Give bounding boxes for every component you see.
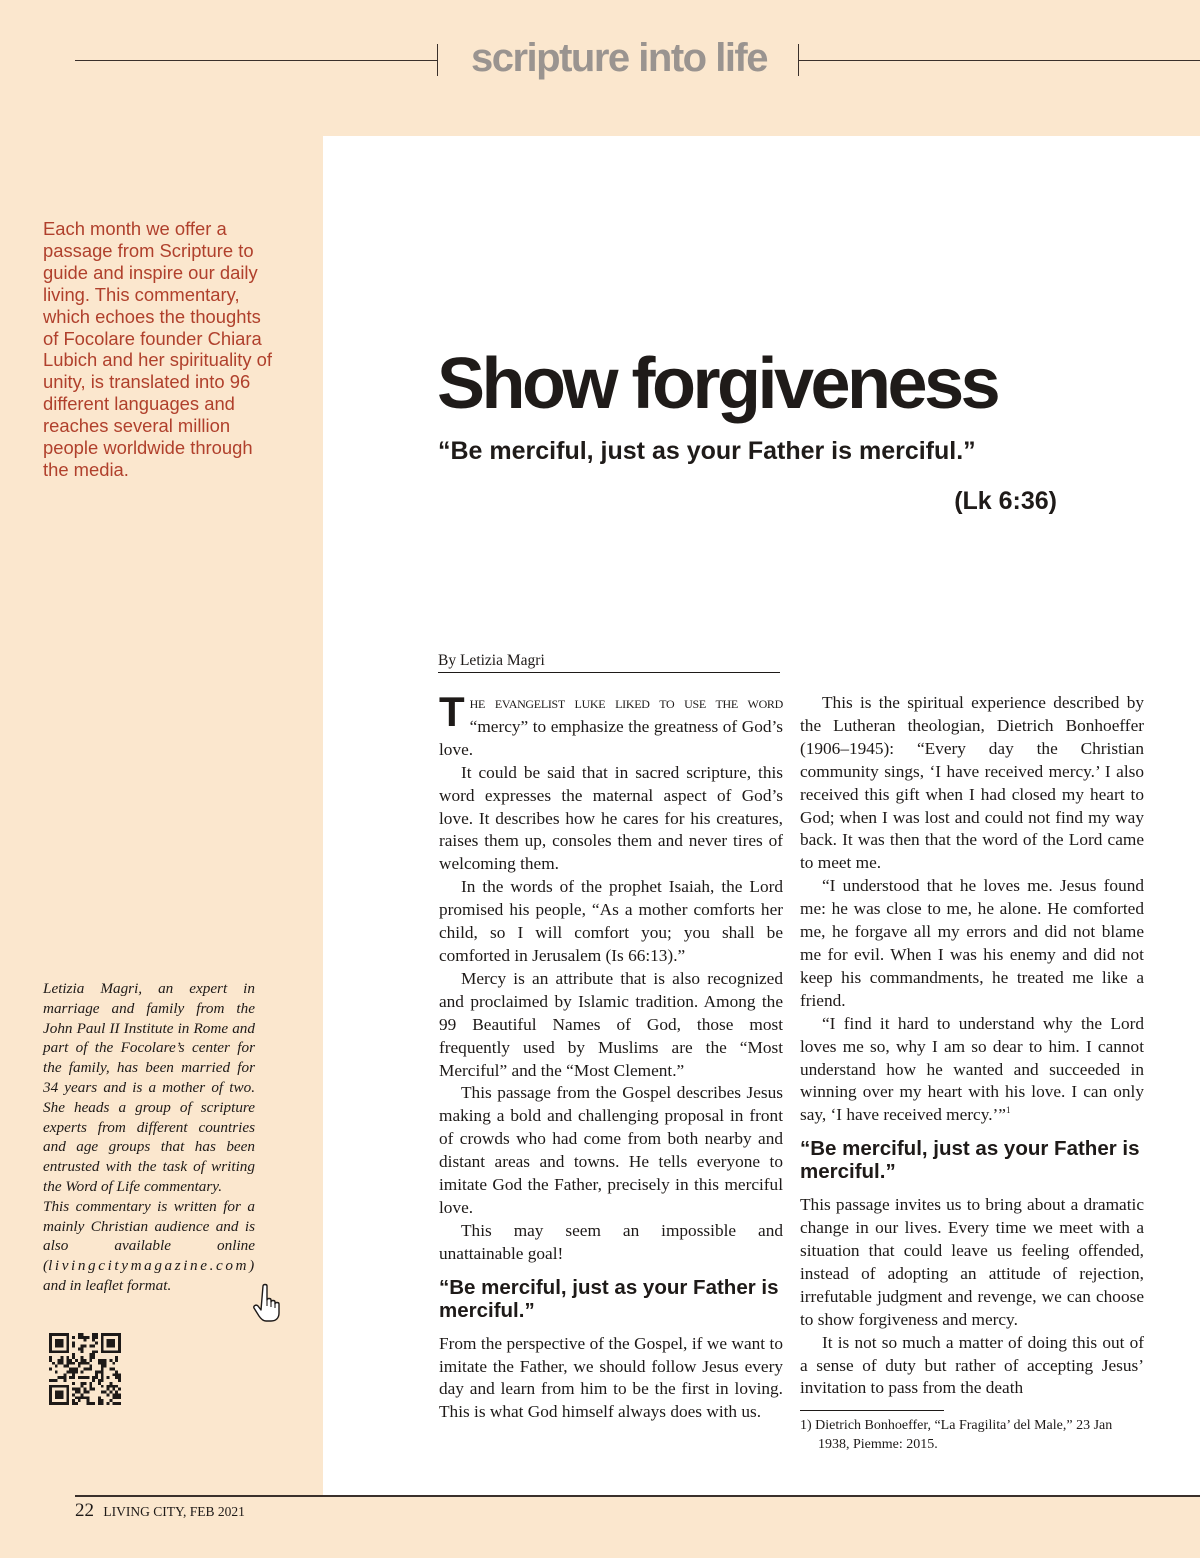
section-title: scripture into life xyxy=(471,36,767,80)
header-rule-right xyxy=(798,60,1200,61)
paragraph-1-rest: “mercy” to emphasize the greatness of God’s love. xyxy=(439,716,783,759)
byline-by: By xyxy=(438,652,457,669)
byline-author-first: Letizia xyxy=(459,652,503,669)
paragraph-4: Mercy is an attribute that is also recognized and proclaimed by Islamic tradition. Among the 99 Beautiful Names of God, those most frequently used by Muslims are the “Most Merciful” and the “Most Clement.” xyxy=(439,968,783,1080)
author-bio-text: Letizia Magri, an expert in marriage and family from the John Paul II Institute in Rome and part of the Focolare’s center for the family, has been married for 34 years and is a mother of two. She heads a group of scripture experts from different countries and age groups that has been entrusted with the task of writing the Word of Life commentary. xyxy=(43,980,255,1195)
article-headline: Show forgiveness xyxy=(437,344,998,424)
author-bio xyxy=(43,979,255,1296)
qr-code-icon xyxy=(49,1333,121,1405)
paragraph-12: It is not so much a matter of doing this out of a sense of duty but rather of accepting Jesus’ invitation to pass from the death xyxy=(800,1332,1144,1398)
subheading-1: “Be merciful, just as your Father is merciful.” xyxy=(439,1275,779,1322)
page-number: 22 xyxy=(75,1500,94,1521)
scripture-verse: “Be merciful, just as your Father is merciful.” xyxy=(438,437,976,465)
paragraph-3: In the words of the prophet Isaiah, the Lord promised his people, “As a mother comforts her child, so I will comfort you; you shall be comforted in Jerusalem (Is 66:13).” xyxy=(439,877,783,965)
paragraph-7: From the perspective of the Gospel, if we want to imitate the Father, we should follow Jesus every day and learn from him to be the first in loving. This is what God himself always does with us. xyxy=(439,1333,783,1422)
opening-small-caps: HE EVANGELIST LUKE LIKED TO USE THE WORD xyxy=(469,697,783,711)
paragraph-10-text: “I find it hard to understand why the Lord loves me so, why I am so dear to him. I cannot understand how he wanted and succeeded in winning over my heart with his love. I can only say, ‘I have received mercy.’” xyxy=(800,1013,1144,1125)
paragraph-5: This passage from the Gospel describes Jesus making a bold and challenging proposal in front of crowds who had come from both nearby and distant areas and towns. He tells everyone to imitate God the Father, precisely in this merciful love. xyxy=(439,1083,783,1217)
footnote-ref: 1 xyxy=(1005,1105,1011,1116)
website-link[interactable]: livingcitymagazine.com xyxy=(48,1257,250,1275)
byline-author-last: Magri xyxy=(506,652,545,669)
issue-date: FEB 2021 xyxy=(189,1504,245,1519)
pointing-hand-icon xyxy=(251,1283,287,1323)
article-column-2 xyxy=(800,692,1144,1454)
availability-note xyxy=(43,1197,255,1296)
subheading-2: “Be merciful, just as your Father is merciful.” xyxy=(800,1137,1140,1184)
header-tick-left xyxy=(437,44,438,76)
paragraph-9: “I understood that he loves me. Jesus found me: he was close to me, he alone. He comforted me, he forgave all my errors and did not blame me for evil. When I was his enemy and did not keep his commandments, he treated me like a friend. xyxy=(800,876,1144,1010)
footer-rule xyxy=(75,1495,1200,1497)
paragraph-11: This passage invites us to bring about a dramatic change in our lives. Every time we meet with a situation that could leave us feeling offended, instead of adopting an attitude of rejection, irrefutable judgment and revenge, we can choose to show forgiveness and mercy. xyxy=(800,1195,1144,1329)
footnote-rule xyxy=(800,1410,944,1411)
page-footer xyxy=(75,1500,245,1523)
paragraph-10 xyxy=(800,1013,1144,1128)
verse-reference: (Lk 6:36) xyxy=(954,487,1057,515)
drop-cap: T xyxy=(439,688,465,735)
paragraph-6: This may seem an impossible and unattainable goal! xyxy=(439,1220,783,1263)
magazine-name: LIVING CITY, xyxy=(103,1504,187,1519)
article-column-1 xyxy=(439,688,783,1424)
header-rule-left xyxy=(75,60,437,61)
availability-note-post: ) and in leaflet format. xyxy=(43,1257,255,1294)
byline xyxy=(438,650,780,673)
paragraph-8: This is the spiritual experience described by the Lutheran theologian, Dietrich Bonhoeffer (1906–1945): “Every day the Christian community sings, ‘I have received mercy.’ I also received this gift when I had closed my heart to God; when I was lost and could not find my way back. It was then that the word of the Lord came to meet me. xyxy=(800,693,1144,873)
paragraph-1 xyxy=(439,688,783,762)
availability-note-pre: This commentary is written for a mainly Christian audience and is also available online ( xyxy=(43,1197,255,1275)
sidebar-intro: Each month we offer a passage from Scripture to guide and inspire our daily living. This commentary, which echoes the thoughts of Focolare founder Chiara Lubich and her spirituality of unity, is translated into 96 different languages and reaches several million people worldwide through the media. xyxy=(43,218,272,480)
paragraph-2: It could be said that in sacred scripture, this word expresses the maternal aspect of God’s love. It describes how he cares for his creatures, raises them up, consoles them and never tires of welcoming them. xyxy=(439,762,783,874)
footnote: 1) Dietrich Bonhoeffer, “La Fragilita’ del Male,” 23 Jan 1938, Piemme: 2015. xyxy=(800,1418,1113,1453)
